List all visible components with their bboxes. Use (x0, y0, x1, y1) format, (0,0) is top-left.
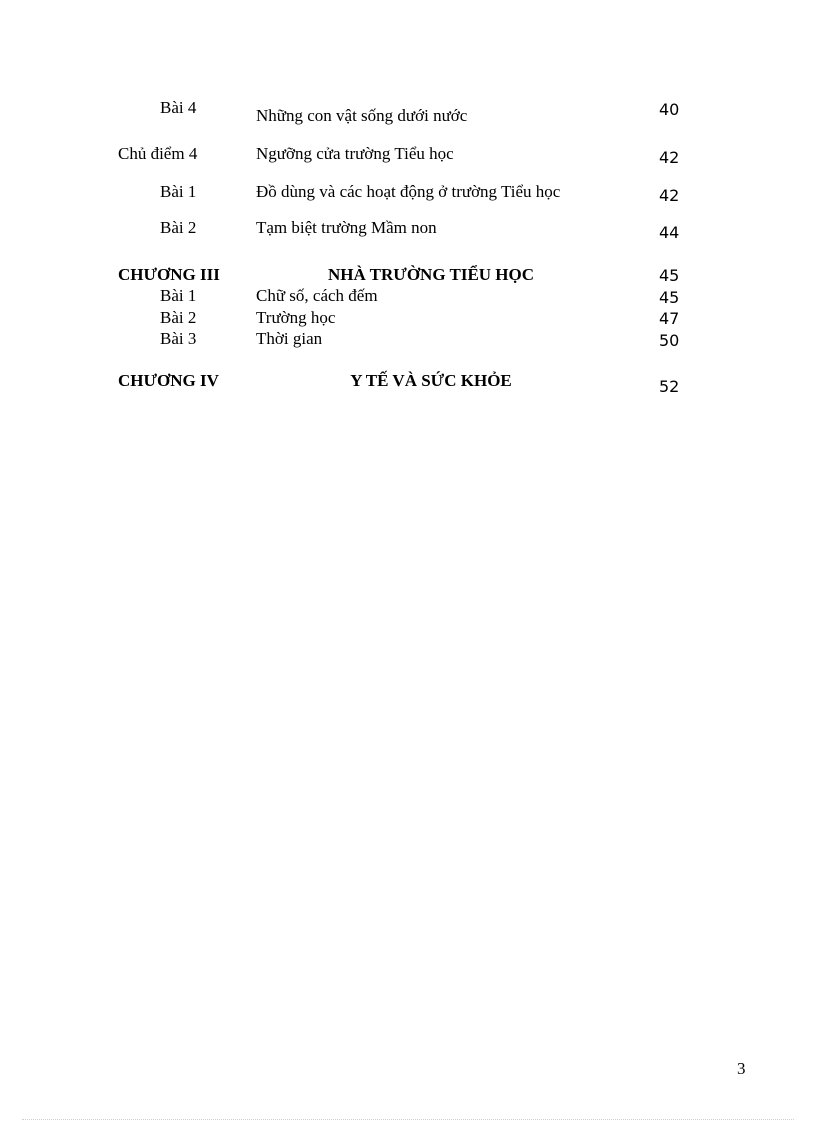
toc-entry-label: Chủ điểm 4 (118, 144, 198, 163)
toc-entry-title: Chữ số, cách đếm (256, 286, 378, 305)
toc-entry-label: Bài 4 (160, 98, 197, 117)
toc-entry-label: Bài 3 (160, 329, 197, 348)
toc-entry-label: Bài 1 (160, 286, 197, 305)
toc-entry-title: Thời gian (256, 329, 323, 348)
toc-entry-page: 52 (659, 377, 680, 396)
toc-entry-page: 42 (659, 148, 680, 167)
footer-divider (22, 1119, 794, 1120)
toc-entry-title: Y TẾ VÀ SỨC KHỎE (350, 371, 512, 390)
toc-entry-label: Bài 1 (160, 182, 197, 201)
toc-entry-title: Đồ dùng và các hoạt động ở trường Tiểu học (256, 182, 561, 201)
toc-entry-page: 50 (659, 331, 680, 350)
toc-entry-label: CHƯƠNG IV (118, 371, 219, 390)
toc-entry-label: CHƯƠNG III (118, 265, 220, 284)
toc-entry-label: Bài 2 (160, 218, 197, 237)
toc-entry-page: 47 (659, 309, 680, 328)
toc-entry-page: 40 (659, 100, 680, 119)
toc-entry-page: 42 (659, 186, 680, 205)
toc-entry-title: Ngưỡng cửa trường Tiểu học (256, 144, 454, 163)
toc-entry-title: Tạm biệt trường Mầm non (256, 218, 437, 237)
toc-entry-title: Trường học (256, 308, 336, 327)
page-number: 3 (737, 1059, 746, 1078)
toc-entry-title: NHÀ TRƯỜNG TIỂU HỌC (327, 265, 535, 284)
toc-entry-page: 45 (659, 266, 680, 285)
toc-entry-page: 44 (659, 223, 680, 242)
toc-entry-title: Những con vật sống dưới nước (256, 106, 468, 125)
toc-entry-page: 45 (659, 288, 680, 307)
toc-entry-label: Bài 2 (160, 308, 197, 327)
